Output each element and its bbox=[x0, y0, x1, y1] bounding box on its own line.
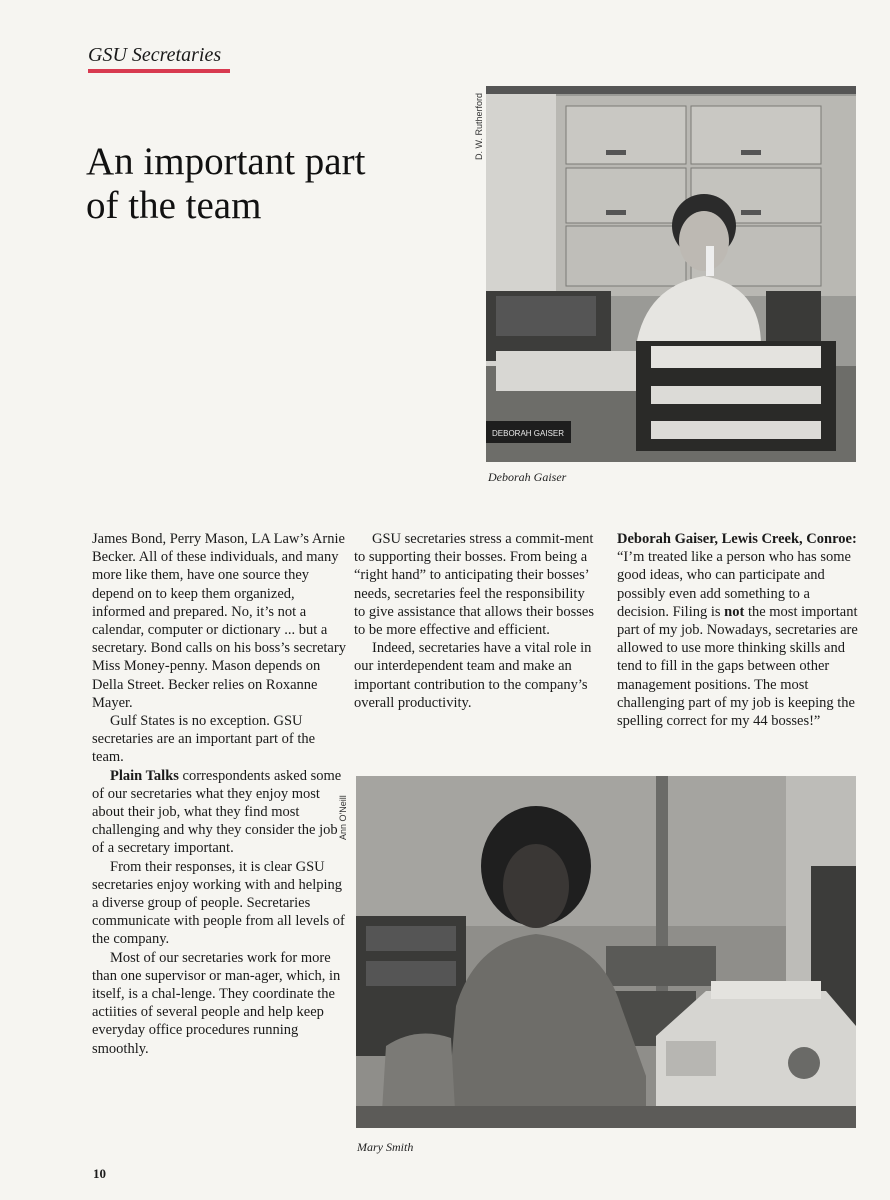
col2-paragraph-2: Indeed, secretaries have a vital role in our interdependent team and make an important contribution to the company’s overall productivity. bbox=[354, 640, 592, 711]
col1-paragraph-3-rest: correspondents asked some of our secretaries what they enjoy most about their job, what they find most challenging and why they consider the job of a secretary important. bbox=[92, 767, 342, 857]
section-label: GSU Secretaries bbox=[88, 44, 222, 66]
body-column-1 bbox=[92, 530, 346, 1058]
photo-deborah-gaiser-image bbox=[486, 86, 856, 462]
col1-paragraph-4: From their responses, it is clear GSU secretaries enjoy working with and helping a diverse group of people. Secretaries communicate with people from all levels of the company. bbox=[92, 858, 345, 948]
photo-mary-smith-image bbox=[356, 776, 856, 1128]
photo-credit-bottom: Ann O'Neill bbox=[338, 795, 348, 840]
deborah-gaiser-lead: Deborah Gaiser, Lewis Creek, Conroe: bbox=[617, 531, 857, 547]
photo-credit-top: D. W. Rutherford bbox=[474, 92, 484, 160]
page-number: 10 bbox=[93, 1166, 106, 1181]
col2-paragraph-1: GSU secretaries stress a commit-ment to supporting their bosses. From being a “right hand” to anticipating their bosses’ needs, secretaries feel the responsibility to give assistance that allows their bosses to be more effective and efficient. bbox=[354, 531, 595, 639]
col1-paragraph-1: James Bond, Perry Mason, LA Law’s Arnie Becker. All of these individuals, and many more like them, have one source they depend on to keep them organized, informed and prepared. No, it’s not a calendar, computer or dictionary ... but a secretary. Bond calls on his boss’s secretary Miss Money-penny. Mason depends on Della Street. Becker relies on Roxanne Mayer. bbox=[92, 531, 346, 711]
deborah-quote-b: the most important part of my job. Nowadays, secretaries are allowed to use more thinking skills and tend to fill in the gaps between other management positions. The most challenging part of my job is keeping the spelling correct for my 44 bosses!” bbox=[617, 603, 858, 730]
section-rule bbox=[88, 69, 230, 73]
headline-line-2: of the team bbox=[86, 184, 262, 227]
col1-paragraph-3 bbox=[92, 767, 346, 858]
caption-mary-smith: Mary Smith bbox=[357, 1140, 414, 1154]
caption-deborah-gaiser: Deborah Gaiser bbox=[488, 470, 567, 484]
col3-paragraph-1 bbox=[617, 530, 861, 730]
body-column-2 bbox=[354, 530, 598, 712]
photo-mary-smith bbox=[356, 776, 856, 1128]
photo-deborah-gaiser bbox=[486, 86, 856, 462]
nameplate-text: DEBORAH GAISER bbox=[492, 429, 565, 438]
deborah-quote-not: not bbox=[724, 603, 745, 620]
headline-line-1: An important part bbox=[86, 140, 366, 183]
body-column-3 bbox=[617, 530, 861, 730]
plain-talks-bold: Plain Talks bbox=[110, 767, 179, 784]
col1-paragraph-5: Most of our secretaries work for more than one supervisor or man-ager, which, in itself, is a chal-lenge. They coordinate the actiities of several people and help keep everyday office procedures running smoothly. bbox=[92, 949, 341, 1057]
col1-paragraph-2: Gulf States is no exception. GSU secretaries are an important part of the team. bbox=[92, 713, 316, 766]
headline bbox=[86, 140, 466, 228]
deborah-quote-a: “I’m treated like a person who has some good ideas, who can participate and possibly even add something to a decision. Filing is bbox=[617, 549, 851, 620]
